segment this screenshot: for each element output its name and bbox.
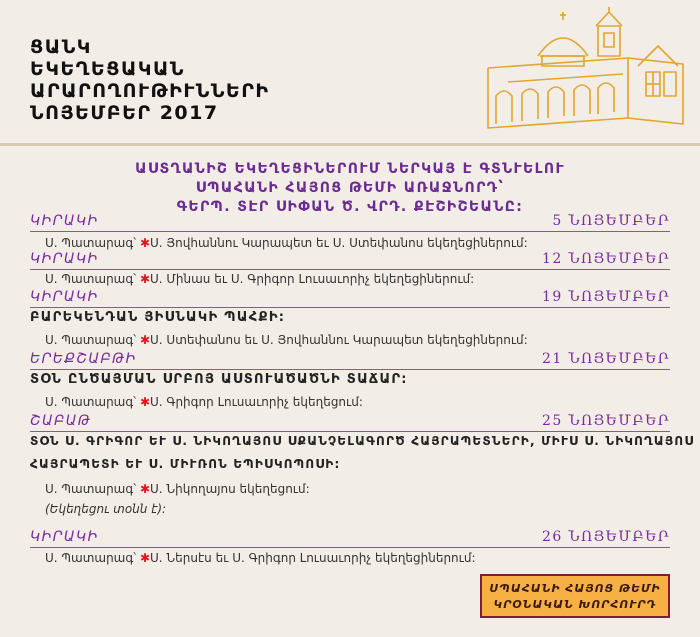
liturgy-place: Ս. Ներսէս եւ Ս. Գրիգոր Լուսաւորիչ եկեղեցիներում: [150,551,476,565]
title-line-2: ԵԿԵՂԵՑԱԿԱՆ [30,58,185,80]
star-icon: ✱ [139,395,150,409]
heading-line-3: ԳԵՐՊ. ՏԷՐ ՍԻՓԱՆ Ծ. ՎՐԴ. ՔԷՇԻՇԵԱՆԸ: [176,199,524,215]
entry-day: ԿԻՐԱԿԻ [30,251,99,267]
title-line-1: ՑԱՆԿ [30,36,92,58]
badge-line-1: ՍՊԱՀԱՆԻ ՀԱՅՈՑ ԹԵՄԻ [489,582,661,595]
liturgy-line [45,551,476,565]
star-icon: ✱ [139,333,150,347]
schedule-row [30,529,670,548]
liturgy-place: Ս. Յովհաննու Կարապետ եւ Ս. Ստեփանոս եկեղեցիներում: [150,236,528,250]
badge-line-2: ԿՐՕՆԱԿԱՆ ԽՈՐՀՈՒՐԴ [493,598,657,611]
schedule-row [30,413,670,432]
liturgy-label: Ս. Պատարագ՝ [45,333,140,347]
liturgy-line [45,333,528,347]
church-illustration-icon [478,6,692,136]
star-icon: ✱ [139,236,150,250]
entry-day: ԿԻՐԱԿԻ [30,529,99,545]
liturgy-label: Ս. Պատարագ՝ [45,551,140,565]
schedule-row [30,289,670,308]
title-line-4: ՆՈՅԵՄԲԵՐ 2017 [30,102,219,124]
schedule-row [30,213,670,232]
liturgy-place: Ս. Գրիգոր Լուսաւորիչ եկեղեցում: [150,395,363,409]
council-badge [480,574,670,618]
entry-date: 21 ՆՈՅԵՄԲԵՐ [542,351,670,367]
feast-title: ՏՕՆ Ս. ԳՐԻԳՈՐ ԵՒ Ս. ՆԻԿՈՂԱՅՈՍ ՍՔԱՆՉԵԼԱԳՈՐԾ ՀԱՅՐԱՊԵՏՆԵՐԻ, ՄԻՒՍ Ս. ՆԻԿՈՂԱՅՈՍ [30,434,695,448]
entry-date: 19 ՆՈՅԵՄԲԵՐ [542,289,670,305]
page-title [30,36,270,124]
heading [0,160,700,217]
feast-title-continued: ՀԱՅՐԱՊԵՏԻ ԵՒ Ս. ՄԻՒՌՈՆ ԵՊԻՍԿՈՊՈՍԻ: [30,457,341,471]
star-icon: ✱ [139,272,150,286]
entry-day: ԿԻՐԱԿԻ [30,213,99,229]
feast-title: ԲԱՐԵԿԵՆԴԱՆ ՅԻՍՆԱԿԻ ՊԱՀՔԻ: [30,310,286,325]
liturgy-label: Ս. Պատարագ՝ [45,482,140,496]
liturgy-line [45,395,363,409]
liturgy-line [45,482,310,496]
heading-line-1: ԱՍՏՂԱՆԻՇ ԵԿԵՂԵՑԻՆԵՐՈՒՄ ՆԵՐԿԱՅ Է ԳՏՆՒԵԼՈՒ [135,161,565,177]
entry-date: 26 ՆՈՅԵՄԲԵՐ [542,529,670,545]
entry-date: 25 ՆՈՅԵՄԲԵՐ [542,413,670,429]
title-line-3: ԱՐԱՐՈՂՈՒԹԻՒՆՆԵՐԻ [30,80,270,102]
heading-line-2: ՍՊԱՀԱՆԻ ՀԱՅՈՑ ԹԵՄԻ ԱՌԱՋՆՈՐԴ՝ [195,180,505,196]
entry-date: 5 ՆՈՅԵՄԲԵՐ [552,213,670,229]
liturgy-place: Ս. Մինաս եւ Ս. Գրիգոր Լուսաւորիչ եկեղեցիներում: [150,272,475,286]
liturgy-line [45,236,528,250]
entry-date: 12 ՆՈՅԵՄԲԵՐ [542,251,670,267]
schedule-row [30,351,670,370]
entry-note: (Եկեղեցու տօնն է): [45,502,167,516]
entry-day: ՇԱԲԱԹ [30,413,92,429]
liturgy-place: Ս. Ստեփանոս եւ Ս. Յովհաննու Կարապետ եկեղեցիներում: [150,333,528,347]
star-icon: ✱ [139,482,150,496]
liturgy-label: Ս. Պատարագ՝ [45,236,140,250]
feast-title: ՏՕՆ ԸՆԾԱՅՄԱՆ ՍՐԲՈՅ ԱՍՏՈՒԱԾԱԾՆԻ ՏԱՃԱՐ: [30,372,408,387]
header-divider [0,143,700,146]
liturgy-label: Ս. Պատարագ՝ [45,272,140,286]
liturgy-label: Ս. Պատարագ՝ [45,395,140,409]
entry-day: ԿԻՐԱԿԻ [30,289,99,305]
liturgy-line [45,272,474,286]
entry-day: ԵՐԵՔՇԱԲԹԻ [30,351,137,367]
star-icon: ✱ [139,551,150,565]
liturgy-place: Ս. Նիկողայոս եկեղեցում: [150,482,310,496]
schedule-row [30,251,670,270]
